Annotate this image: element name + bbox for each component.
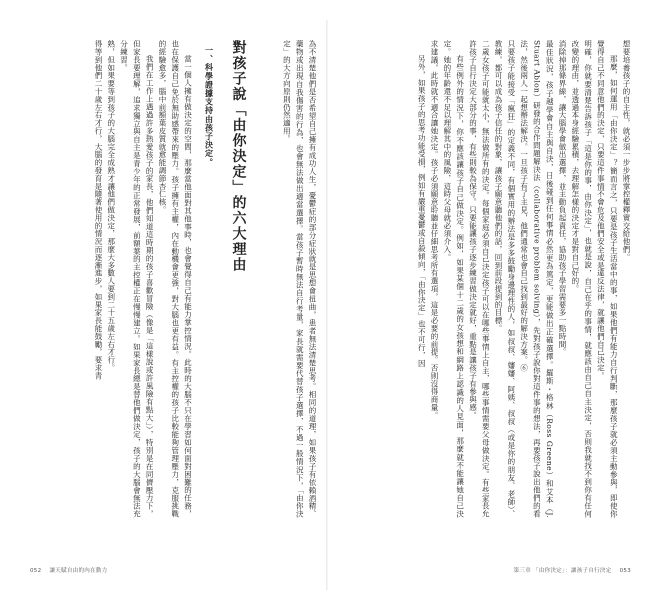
left-page-intro — [259, 40, 318, 518]
paragraph: 得等到他們二十歲左右才行，大腦的發育是隨著使用的情況而逐漸進步，如果家長能鼓勵，要求青 — [93, 40, 103, 380]
running-head: 第三章 「由你決定」：讓孩子自行決定 — [513, 568, 612, 574]
paragraph: 求建議，此時就不適合讓她決定。孩子必須願意聆聽並仔細思考所有選項，這是必要的前提。否則沒得商量。 — [430, 40, 440, 420]
paragraph: 那麼，如何運用「由你決定」？簡而言之，只要是孩子生活當中的事，如果他們有能力自行判斷，那麼孩子就必須主動參與，即使你覺得自己不同意他們的決定，只要這件事情不會危及他們安全或是違反法律，就讓他們自己決定。 — [596, 40, 619, 518]
paragraph: 當一個人擁有做決定的空間，那麼當他面對其他事時，也會覺得自己有能力掌控情況。此時的大腦不只在學習如何面對困難的任務，也在保護自己免於無助感帶來的壓力。孩子擁有主權，內在動機會更強，對大腦也更有益。有主控權的孩子比較能夠管理壓力，克服挑戰的經驗愈多，腦中前額葉皮質就愈能調節杏仁核。 — [157, 40, 193, 518]
right-page-text — [414, 40, 632, 518]
paragraph: 最佳狀況，孩子越學會自主與自決，日後碰到任何事情必然更為篤定，更能做出正確選擇。羅斯・格林（Ross Greene）和艾本（J. Stuart Ablon）研發的合作問題解決法（collaborative problem solving），先對孩子說你對這件事的想法，再要孩子說出他們的看法，然後兩人一起想辦法解決。一旦孩子有了主見，他們通常也會自己找到最好的解決方案。⑥ — [519, 40, 555, 518]
paragraph: 有些例外的情況下，你不應該讓孩子自己做決定。例如，如果某個十二歲的女孩想和網路上認識的人見面，那麼就不能讓她自己決定。她的年齡還不足以理解其中的風險，這時父母就必須介入。 — [442, 40, 465, 518]
paragraph: 我們在工作上遇過許多熱愛孩子的家長，他們知道這時期的孩子喜歡冒險（像是「這樣說或許風險有點大」），特別是在同儕壓力下，但家長要理解，追求獨立與自主是青少年的正常發展，前額葉的主控權正在慢慢建立。如果家長總是替他們做決定，孩子的大腦會無法充分練習。 — [119, 40, 155, 518]
paragraph: 為不清楚他們是否希望自己擁有成功人生，憂鬱症的部分症狀就是思想會扭曲，患者無法清楚思考。相同的道理，如果孩子有依賴酒精、藥物或出現自我傷害的行為，也會無法做出適當選擇。當孩子暫時無法自行考量，家長就需要代替孩子選擇，不過一般情況下，「由你決定」的大方向原則仍然適用。 — [282, 40, 317, 518]
right-footer — [514, 566, 631, 574]
paragraph: 消除掉那條界線，讓大腦學會做出選擇，並主動負起責任，協助孩子學習需要多一點時間。 — [558, 40, 568, 356]
right-page — [342, 40, 632, 518]
section-heading: 一、科學證據支持由孩子決定。 — [204, 46, 214, 167]
left-page — [30, 40, 318, 518]
paragraph: 想要培養孩子的自主性，就必須一步步將掌控權釋實交給他們。 — [622, 40, 631, 262]
left-page-text — [30, 40, 194, 518]
page-number: 052 — [30, 568, 42, 574]
paragraph: 熟，但如果要等到孩子的大腦完全成熟才讓他們做決定，那麼大多數人要到二十五歲左右才行。 — [106, 40, 116, 372]
paragraph: 只要孩子能接受「瘋狂」的定義不同，有個實用的辦法是多多鼓勵身邊理性的人，如叔叔、嬸嬸、阿姨、叔叔（或是你的朋友、老師）、教練，都可以成為孩子信任的對象，讓孩子願意聽他們的話，回到前段提到的目標。 — [494, 40, 516, 518]
paragraph: 明確，你就要清楚告訴孩子「這是你的事，由你決定」，也就是說，自己在乎的事情，就應該由自己自主決定，否則我就找不到你有任何改變的理由，並透過本身經驗累積，去理解怎樣的決定才是對自己好的。 — [570, 40, 593, 518]
paragraph: 另外，如果孩子的思考功能受損，例如有嚴重憂鬱或自殺傾向，「由你決定」也不可行，因 — [417, 55, 427, 368]
chapter-title: 對孩子說「由你決定」的六大理由 — [230, 40, 247, 273]
running-head: 讓天賦自由的內在動力 — [49, 568, 108, 574]
left-footer — [30, 566, 107, 574]
paragraph: 二歲女孩子可能就太小，無法做所有的決定。每個家庭必須自己決定孩子可以在哪些事情上自主，哪些事情需要父母做決定。有些家長允許孩子自行決定大部分的事，有些則較為保守。只要能讓孩子逐步練習做決定就好，重點是讓孩子有參與感。 — [468, 40, 491, 518]
page-gutter — [326, 20, 328, 590]
page-number: 053 — [619, 568, 631, 574]
